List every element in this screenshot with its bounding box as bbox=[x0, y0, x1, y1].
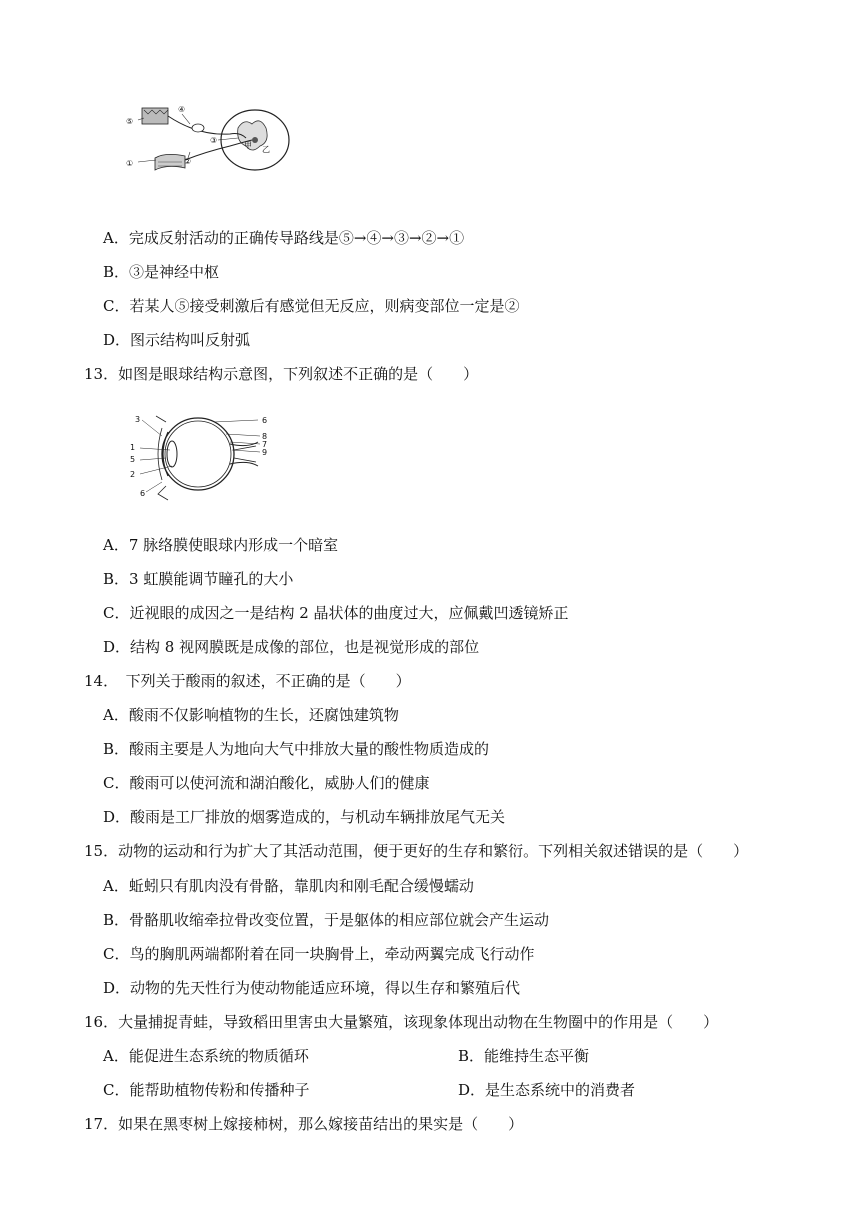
eye-label-2: 2 bbox=[130, 470, 136, 479]
figure1-label-1: ① bbox=[126, 159, 134, 168]
q15-stem: 15．动物的运动和行为扩大了其活动范围，便于更好的生存和繁衍。下列相关叙述错误的是（ ） bbox=[84, 842, 749, 860]
q15-option-a: A．蚯蚓只有肌肉没有骨骼，靠肌肉和刚毛配合缓慢蠕动 bbox=[103, 877, 474, 895]
reflex-arc-figure bbox=[120, 100, 295, 185]
q12-option-d: D．图示结构叫反射弧 bbox=[103, 331, 251, 349]
q13-option-b: B．3 虹膜能调节瞳孔的大小 bbox=[103, 570, 294, 588]
figure1-label-4: ④ bbox=[178, 105, 186, 114]
figure1-label-2: ② bbox=[184, 157, 192, 166]
q13-option-d: D．结构 8 视网膜既是成像的部位，也是视觉形成的部位 bbox=[103, 638, 480, 656]
q13-option-a: A．7 脉络膜使眼球内形成一个暗室 bbox=[103, 536, 339, 554]
q15-option-b: B．骨骼肌收缩牵拉骨改变位置，于是躯体的相应部位就会产生运动 bbox=[103, 911, 550, 929]
eye-label-5: 5 bbox=[130, 455, 136, 464]
figure1-label-5: ⑤ bbox=[126, 117, 134, 126]
eye-label-8: 8 bbox=[262, 432, 268, 441]
q13-stem: 13．如图是眼球结构示意图，下列叙述不正确的是（ ） bbox=[84, 365, 479, 383]
q16-option-a: A．能促进生态系统的物质循环 bbox=[103, 1047, 309, 1065]
q16-stem: 16．大量捕捉青蛙，导致稻田里害虫大量繁殖，该现象体现出动物在生物圈中的作用是（ ） bbox=[84, 1013, 719, 1031]
figure1-label-3: ③ bbox=[210, 136, 218, 145]
q14-option-d: D．酸雨是工厂排放的烟雾造成的，与机动车辆排放尾气无关 bbox=[103, 808, 506, 826]
q15-option-d: D．动物的先天性行为使动物能适应环境，得以生存和繁殖后代 bbox=[103, 979, 521, 997]
q13-option-c: C．近视眼的成因之一是结构 2 晶状体的曲度过大，应佩戴凹透镜矫正 bbox=[103, 604, 569, 622]
eye-label-3: 3 bbox=[135, 415, 141, 424]
q12-option-b: B．③是神经中枢 bbox=[103, 263, 220, 281]
q12-option-a: A．完成反射活动的正确传导路线是⑤→④→③→②→① bbox=[103, 229, 465, 247]
q12-option-c: C．若某人⑤接受刺激后有感觉但无反应，则病变部位一定是② bbox=[103, 297, 520, 315]
q14-option-a: A．酸雨不仅影响植物的生长，还腐蚀建筑物 bbox=[103, 706, 399, 724]
eye-structure-figure bbox=[126, 410, 276, 502]
q16-option-d: D．是生态系统中的消费者 bbox=[458, 1081, 636, 1099]
eye-label-6-left: 6 bbox=[140, 489, 146, 498]
eye-label-7: 7 bbox=[262, 440, 268, 449]
q17-stem: 17．如果在黑枣树上嫁接柿树，那么嫁接苗结出的果实是（ ） bbox=[84, 1115, 524, 1133]
figure1-label-jia: 甲 bbox=[244, 141, 252, 150]
q14-option-b: B．酸雨主要是人为地向大气中排放大量的酸性物质造成的 bbox=[103, 740, 490, 758]
eye-label-9: 9 bbox=[262, 448, 268, 457]
q14-stem: 14． 下列关于酸雨的叙述，不正确的是（ ） bbox=[84, 672, 411, 690]
q15-option-c: C．鸟的胸肌两端都附着在同一块胸骨上，牵动两翼完成飞行动作 bbox=[103, 945, 535, 963]
q16-option-b: B．能维持生态平衡 bbox=[458, 1047, 590, 1065]
q16-option-c: C．能帮助植物传粉和传播种子 bbox=[103, 1081, 310, 1099]
eye-label-6-right: 6 bbox=[262, 416, 268, 425]
q14-option-c: C．酸雨可以使河流和湖泊酸化，威胁人们的健康 bbox=[103, 774, 430, 792]
eye-label-1: 1 bbox=[130, 443, 136, 452]
figure1-label-yi: 乙 bbox=[262, 145, 270, 154]
